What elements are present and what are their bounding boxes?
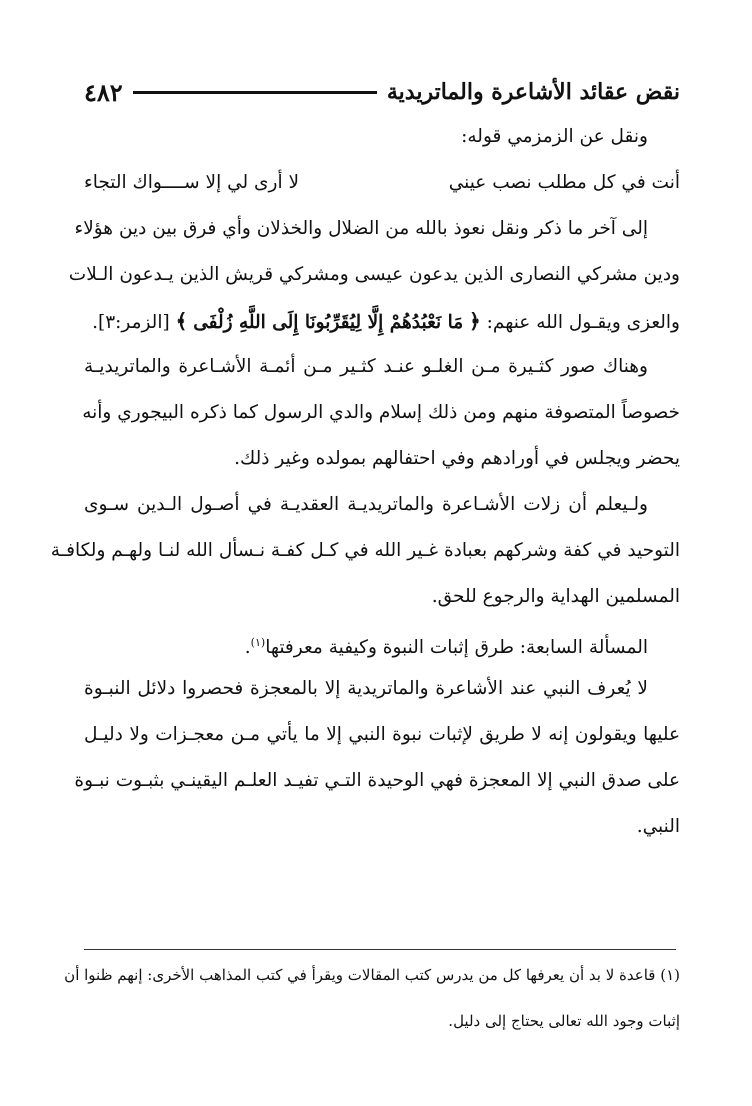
verse-second-hemistich: لا أرى لي إلا ســــواك التجاء [84, 172, 300, 193]
text-line-15: على صدق النبي إلا المعجزة فهي الوحيدة التـي تفيـد العلـم اليقينـي بثبـوت نبـوة [74, 770, 680, 791]
text-line-14: عليها ويقولون إنه لا طريق لإثبات نبوة النبي إلا ما يأتي مـن معجـزات ولا دليـل [84, 724, 680, 745]
text-line-13: لا يُعرف النبي عند الأشاعرة والماتريدية إلا بالمعجزة فحصروا دلائل النبـوة [84, 678, 648, 699]
verse-first-hemistich: أنت في كل مطلب نصب عيني [448, 172, 680, 193]
text-line-16: النبي. [636, 816, 680, 837]
text-line-6: وهناك صور كثـيرة مـن الغلـو عنـد كثـير مـن أئمـة الأشـاعرة والماتريديـة [84, 356, 648, 377]
section-heading-end: . [244, 637, 251, 659]
quran-reference: [الزمر:٣]. [92, 312, 170, 333]
section-heading [84, 620, 680, 666]
text-line-8: يحضر ويجلس في أورادهم وفي احتفالهم بمولده وغير ذلك. [234, 448, 680, 469]
quran-verse: مَا نَعْبُدُهُمْ إِلَّا لِيُقَرِّبُونَا إِلَى اللَّهِ زُلْفَى [193, 312, 464, 333]
text-line-4: ودين مشركي النصارى الذين يدعون عيسى ومشركي قريش الذين يـدعون الـلات [68, 264, 680, 285]
page-header [84, 70, 680, 114]
page-body [50, 70, 680, 850]
header-rule [133, 91, 377, 94]
footnote-marker: (١) [250, 636, 266, 649]
text-line-7: خصوصاً المتصوفة منهم ومن ذلك إسلام والدي الرسول كما ذكره البيجوري وأنه [82, 402, 680, 423]
text-line-1: ونقل عن الزمزمي قوله: [461, 126, 648, 147]
poetry-verse [84, 160, 680, 206]
footnote-rule [84, 949, 676, 950]
text-line-9: ولـيعلم أن زلات الأشـاعرة والماتريديـة العقديـة في أصـول الـدين سـوى [84, 494, 648, 515]
section-heading-text: المسألة السابعة: طرق إثبات النبوة وكيفية معرفتها [265, 637, 648, 659]
text-line-3: إلى آخر ما ذكر ونقل نعوذ بالله من الضلال والخذلان وأي فرق بين دين هؤلاء [74, 218, 648, 239]
quran-brace-close: ﴾ [175, 309, 188, 333]
quran-intro: والعزى ويقـول الله عنهم: [486, 312, 680, 333]
running-title: نقض عقائد الأشاعرة والماتريدية [386, 79, 680, 105]
text-line-10: التوحيد في كفة وشركهم بعبادة غـير الله في كـل كفـة نـسأل الله لنـا ولهـم ولكافـة [50, 540, 680, 561]
page-number: ٤٨٢ [84, 77, 123, 107]
quran-line [84, 298, 680, 344]
text-line-11: المسلمين الهداية والرجوع للحق. [431, 586, 680, 607]
footnote-line-1: (١) قاعدة لا بد أن يعرفها كل من يدرس كتب المقالات ويقرأ في كتب المذاهب الأخرى: إنهم ظنوا أن [64, 966, 680, 984]
quran-brace-open: ﴿ [469, 309, 481, 333]
footnote-line-2: إثبات وجود الله تعالى يحتاج إلى دليل. [448, 1012, 680, 1030]
